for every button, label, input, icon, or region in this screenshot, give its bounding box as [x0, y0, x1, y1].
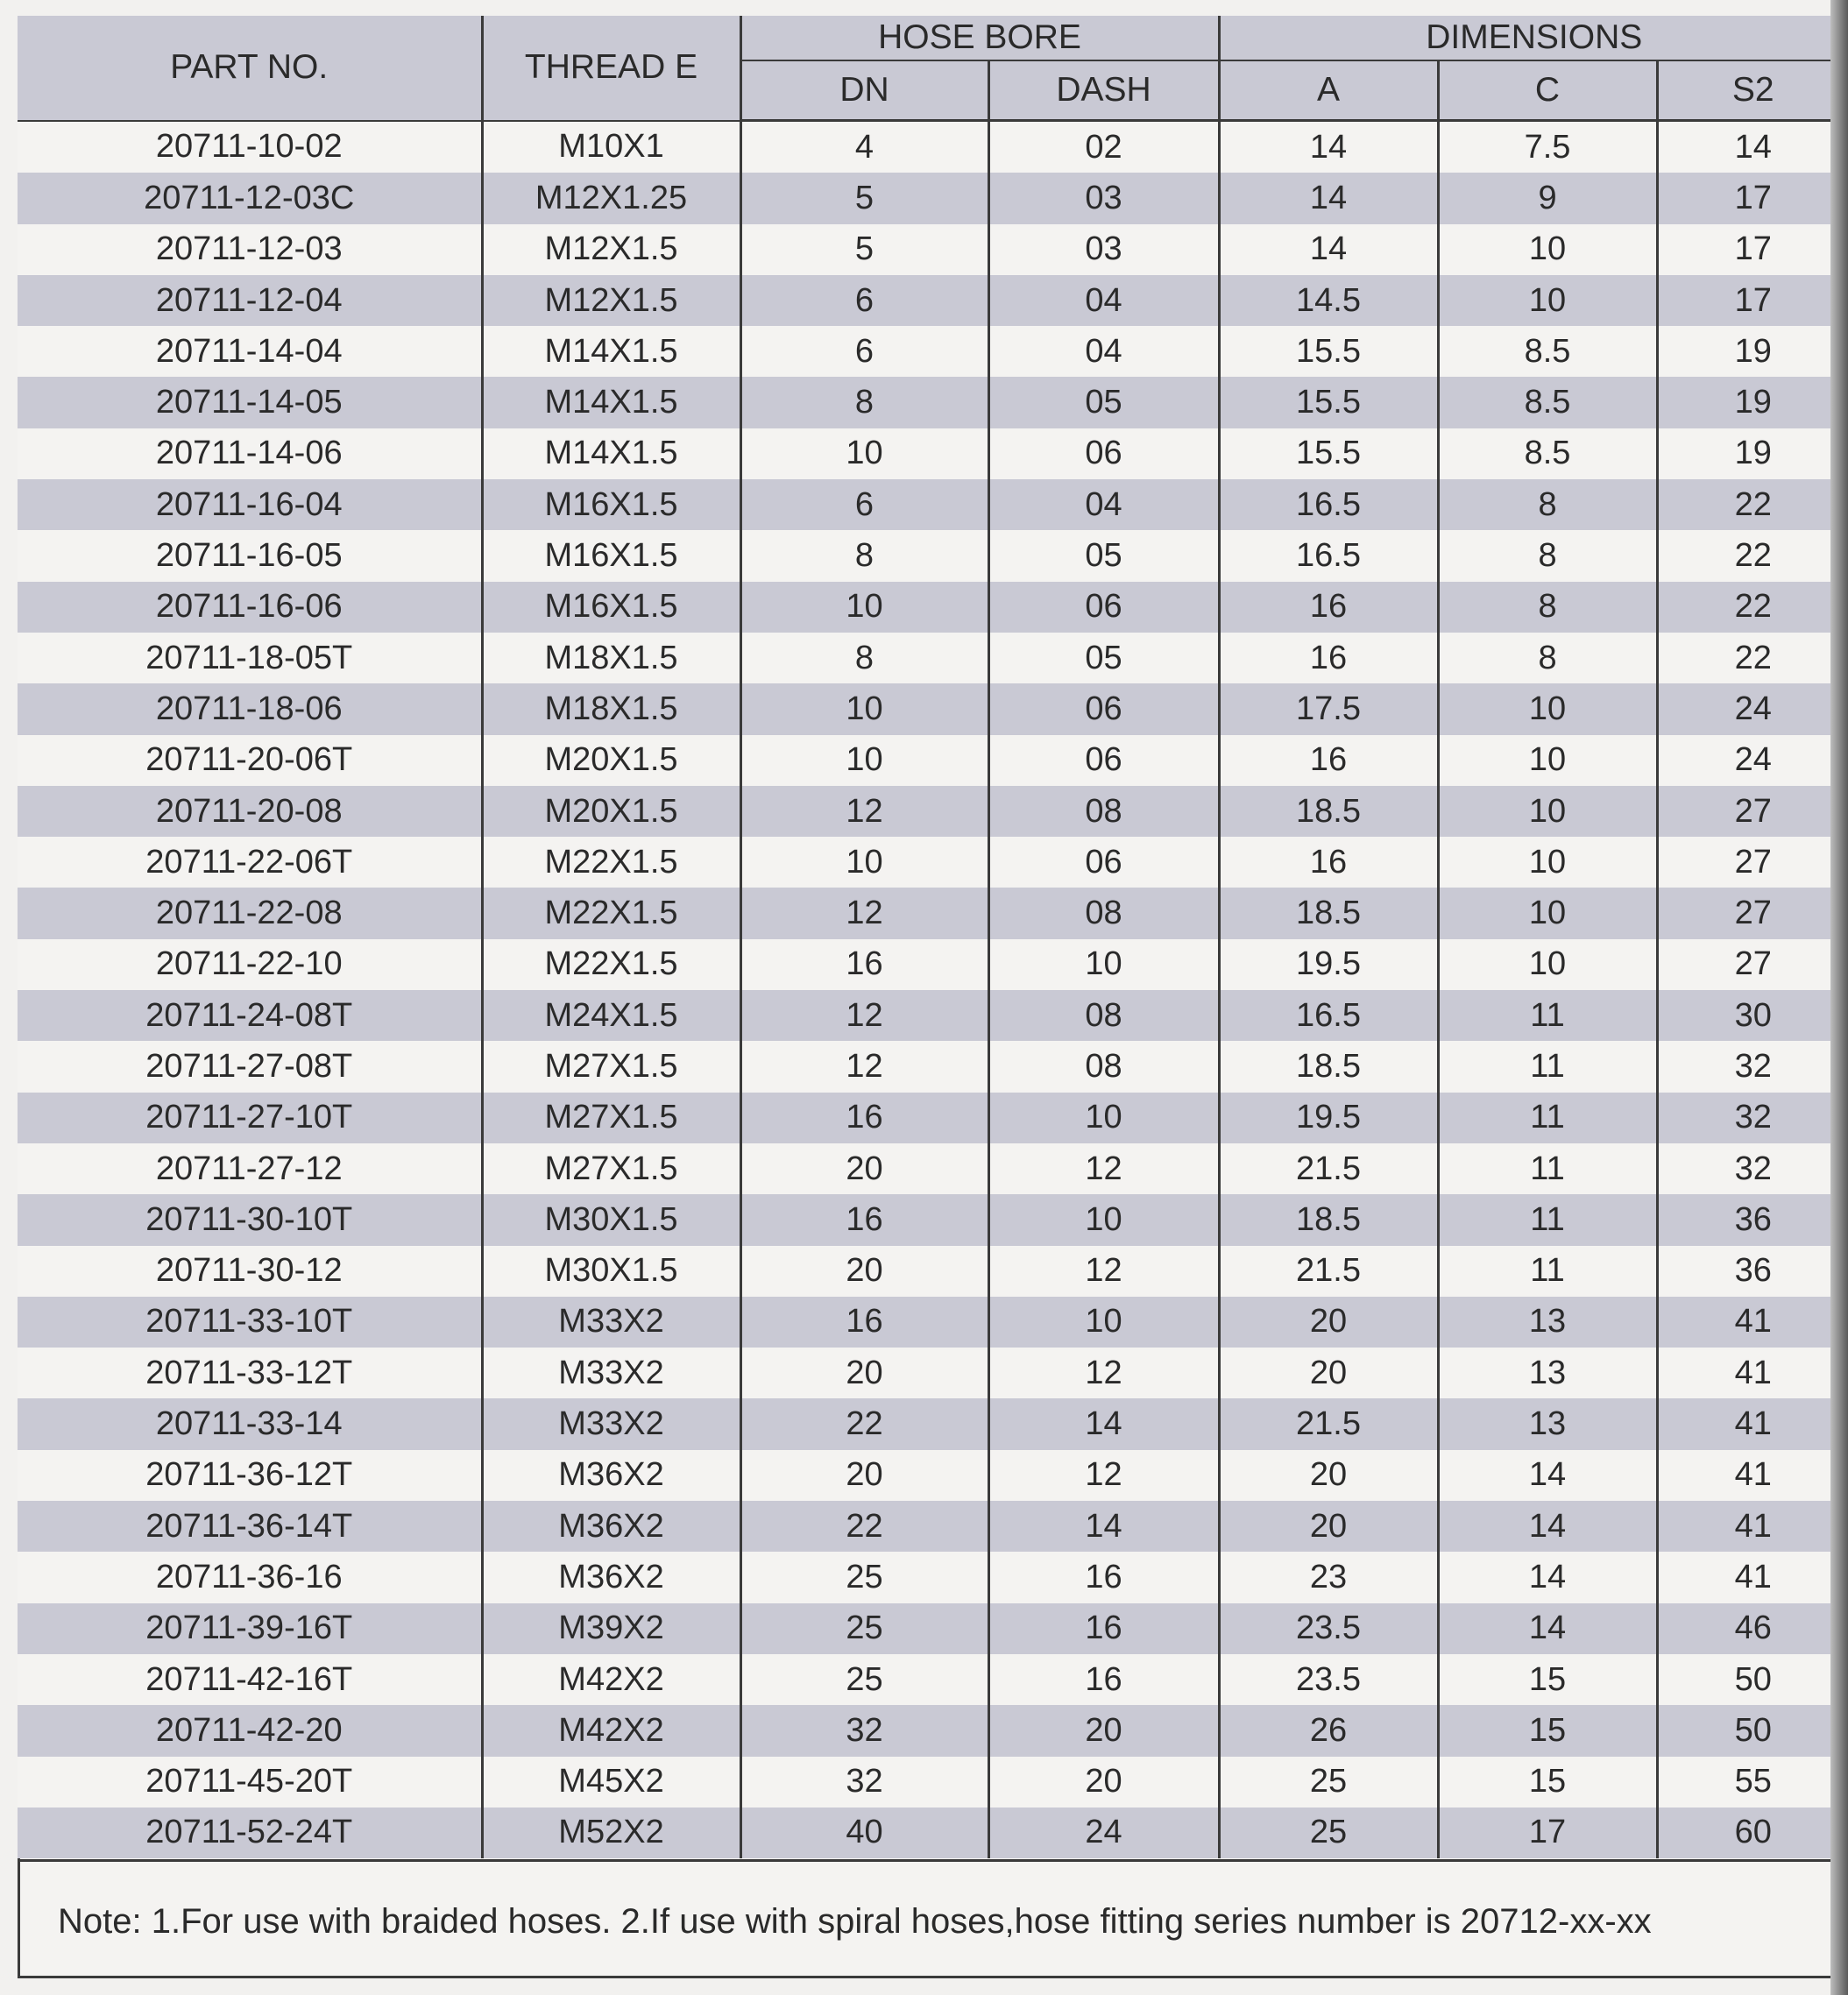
cell-c: 14 — [1438, 1603, 1657, 1654]
cell-c: 7.5 — [1438, 121, 1657, 173]
cell-dash: 12 — [988, 1348, 1219, 1398]
cell-dn: 12 — [740, 888, 988, 938]
cell-c: 10 — [1438, 837, 1657, 888]
cell-dash: 20 — [988, 1757, 1219, 1808]
table-row — [18, 1450, 1848, 1501]
cell-a: 18.5 — [1219, 786, 1438, 837]
cell-thread: M20X1.5 — [482, 786, 740, 837]
cell-part: 20711-16-05 — [18, 530, 482, 581]
cell-part: 20711-22-08 — [18, 888, 482, 938]
table-row — [18, 786, 1848, 837]
cell-dash: 08 — [988, 786, 1219, 837]
cell-c: 8 — [1438, 633, 1657, 683]
cell-dash: 14 — [988, 1501, 1219, 1552]
cell-dash: 05 — [988, 377, 1219, 428]
cell-dn: 10 — [740, 735, 988, 786]
cell-dash: 16 — [988, 1654, 1219, 1705]
cell-c: 11 — [1438, 1194, 1657, 1245]
cell-part: 20711-10-02 — [18, 121, 482, 173]
table-row — [18, 1705, 1848, 1756]
cell-thread: M42X2 — [482, 1654, 740, 1705]
table-row — [18, 326, 1848, 377]
cell-part: 20711-12-03C — [18, 173, 482, 223]
cell-thread: M33X2 — [482, 1398, 740, 1449]
table-row — [18, 582, 1848, 633]
cell-part: 20711-20-06T — [18, 735, 482, 786]
cell-dash: 12 — [988, 1450, 1219, 1501]
table-row — [18, 1808, 1848, 1858]
cell-dn: 10 — [740, 582, 988, 633]
cell-a: 18.5 — [1219, 1194, 1438, 1245]
cell-dn: 25 — [740, 1654, 988, 1705]
table-row — [18, 1041, 1848, 1092]
table-row — [18, 888, 1848, 938]
cell-thread: M14X1.5 — [482, 326, 740, 377]
cell-a: 14.5 — [1219, 275, 1438, 326]
cell-c: 13 — [1438, 1348, 1657, 1398]
cell-c: 11 — [1438, 1093, 1657, 1143]
cell-c: 10 — [1438, 939, 1657, 990]
cell-thread: M16X1.5 — [482, 530, 740, 581]
cell-c: 15 — [1438, 1654, 1657, 1705]
cell-part: 20711-39-16T — [18, 1603, 482, 1654]
cell-s2: 17 — [1657, 173, 1848, 223]
cell-a: 19.5 — [1219, 939, 1438, 990]
cell-c: 10 — [1438, 224, 1657, 275]
cell-dash: 04 — [988, 326, 1219, 377]
cell-s2: 27 — [1657, 786, 1848, 837]
cell-part: 20711-24-08T — [18, 990, 482, 1041]
table-row — [18, 1398, 1848, 1449]
cell-thread: M24X1.5 — [482, 990, 740, 1041]
header-dn: DN — [740, 60, 988, 121]
footnote — [18, 1859, 1848, 1978]
cell-c: 13 — [1438, 1398, 1657, 1449]
cell-a: 20 — [1219, 1450, 1438, 1501]
header-thread: THREAD E — [482, 16, 740, 121]
cell-c: 9 — [1438, 173, 1657, 223]
cell-dn: 10 — [740, 428, 988, 479]
cell-part: 20711-36-16 — [18, 1552, 482, 1602]
cell-thread: M22X1.5 — [482, 837, 740, 888]
cell-dash: 16 — [988, 1552, 1219, 1602]
cell-c: 11 — [1438, 1041, 1657, 1092]
table-row — [18, 1143, 1848, 1194]
cell-s2: 41 — [1657, 1297, 1848, 1348]
cell-a: 20 — [1219, 1501, 1438, 1552]
cell-c: 10 — [1438, 275, 1657, 326]
cell-dn: 12 — [740, 1041, 988, 1092]
cell-part: 20711-52-24T — [18, 1808, 482, 1858]
cell-s2: 41 — [1657, 1398, 1848, 1449]
table-row — [18, 1194, 1848, 1245]
cell-dn: 25 — [740, 1552, 988, 1602]
cell-thread: M22X1.5 — [482, 939, 740, 990]
cell-c: 10 — [1438, 683, 1657, 734]
cell-a: 16.5 — [1219, 530, 1438, 581]
cell-c: 10 — [1438, 786, 1657, 837]
cell-thread: M36X2 — [482, 1552, 740, 1602]
cell-dash: 10 — [988, 1194, 1219, 1245]
cell-thread: M14X1.5 — [482, 428, 740, 479]
cell-c: 13 — [1438, 1297, 1657, 1348]
cell-s2: 27 — [1657, 837, 1848, 888]
header-hose-bore: HOSE BORE — [740, 16, 1219, 60]
cell-part: 20711-36-12T — [18, 1450, 482, 1501]
cell-s2: 30 — [1657, 990, 1848, 1041]
cell-dash: 08 — [988, 990, 1219, 1041]
cell-s2: 24 — [1657, 735, 1848, 786]
cell-dash: 12 — [988, 1246, 1219, 1297]
table-row — [18, 530, 1848, 581]
cell-dn: 8 — [740, 377, 988, 428]
cell-s2: 22 — [1657, 582, 1848, 633]
cell-dn: 12 — [740, 990, 988, 1041]
cell-thread: M12X1.25 — [482, 173, 740, 223]
cell-part: 20711-16-04 — [18, 479, 482, 530]
cell-part: 20711-30-12 — [18, 1246, 482, 1297]
cell-c: 8.5 — [1438, 377, 1657, 428]
cell-part: 20711-30-10T — [18, 1194, 482, 1245]
cell-dash: 06 — [988, 428, 1219, 479]
table-row — [18, 121, 1848, 173]
cell-part: 20711-12-03 — [18, 224, 482, 275]
cell-dn: 8 — [740, 633, 988, 683]
cell-thread: M14X1.5 — [482, 377, 740, 428]
cell-a: 14 — [1219, 173, 1438, 223]
cell-thread: M10X1 — [482, 121, 740, 173]
cell-thread: M12X1.5 — [482, 275, 740, 326]
cell-c: 15 — [1438, 1757, 1657, 1808]
cell-dn: 6 — [740, 326, 988, 377]
table-row — [18, 173, 1848, 223]
cell-s2: 22 — [1657, 633, 1848, 683]
cell-part: 20711-18-05T — [18, 633, 482, 683]
cell-thread: M27X1.5 — [482, 1143, 740, 1194]
cell-dn: 10 — [740, 837, 988, 888]
cell-dash: 06 — [988, 837, 1219, 888]
cell-dn: 20 — [740, 1348, 988, 1398]
cell-part: 20711-27-10T — [18, 1093, 482, 1143]
hose-fitting-table — [18, 16, 1848, 1858]
cell-a: 16 — [1219, 735, 1438, 786]
cell-c: 8.5 — [1438, 326, 1657, 377]
cell-part: 20711-14-05 — [18, 377, 482, 428]
cell-thread: M22X1.5 — [482, 888, 740, 938]
header-part-no: PART NO. — [18, 16, 482, 121]
cell-thread: M36X2 — [482, 1450, 740, 1501]
cell-thread: M42X2 — [482, 1705, 740, 1756]
cell-s2: 41 — [1657, 1348, 1848, 1398]
table-row — [18, 428, 1848, 479]
cell-s2: 17 — [1657, 224, 1848, 275]
header-dash: DASH — [988, 60, 1219, 121]
cell-c: 8 — [1438, 479, 1657, 530]
cell-dash: 20 — [988, 1705, 1219, 1756]
cell-part: 20711-42-16T — [18, 1654, 482, 1705]
cell-dash: 10 — [988, 1093, 1219, 1143]
cell-thread: M39X2 — [482, 1603, 740, 1654]
cell-dash: 02 — [988, 121, 1219, 173]
cell-thread: M33X2 — [482, 1297, 740, 1348]
header-a: A — [1219, 60, 1438, 121]
cell-thread: M18X1.5 — [482, 683, 740, 734]
cell-a: 16.5 — [1219, 479, 1438, 530]
header-dimensions: DIMENSIONS — [1219, 16, 1848, 60]
cell-c: 8 — [1438, 582, 1657, 633]
cell-s2: 27 — [1657, 939, 1848, 990]
cell-a: 25 — [1219, 1757, 1438, 1808]
cell-part: 20711-22-06T — [18, 837, 482, 888]
cell-s2: 19 — [1657, 428, 1848, 479]
cell-s2: 32 — [1657, 1041, 1848, 1092]
cell-dn: 6 — [740, 275, 988, 326]
cell-s2: 17 — [1657, 275, 1848, 326]
cell-dash: 03 — [988, 173, 1219, 223]
cell-s2: 41 — [1657, 1501, 1848, 1552]
cell-dash: 06 — [988, 582, 1219, 633]
cell-a: 16 — [1219, 582, 1438, 633]
table-row — [18, 224, 1848, 275]
cell-a: 16 — [1219, 837, 1438, 888]
cell-dn: 4 — [740, 121, 988, 173]
cell-c: 17 — [1438, 1808, 1657, 1858]
cell-a: 23.5 — [1219, 1603, 1438, 1654]
cell-dn: 32 — [740, 1705, 988, 1756]
cell-thread: M12X1.5 — [482, 224, 740, 275]
cell-s2: 32 — [1657, 1093, 1848, 1143]
cell-dash: 12 — [988, 1143, 1219, 1194]
cell-dash: 06 — [988, 683, 1219, 734]
cell-dash: 05 — [988, 633, 1219, 683]
table-row — [18, 275, 1848, 326]
cell-dn: 22 — [740, 1501, 988, 1552]
cell-c: 8.5 — [1438, 428, 1657, 479]
cell-a: 15.5 — [1219, 428, 1438, 479]
cell-a: 18.5 — [1219, 1041, 1438, 1092]
cell-c: 11 — [1438, 1143, 1657, 1194]
cell-a: 20 — [1219, 1297, 1438, 1348]
cell-part: 20711-12-04 — [18, 275, 482, 326]
table-row — [18, 939, 1848, 990]
cell-s2: 19 — [1657, 326, 1848, 377]
table-row — [18, 377, 1848, 428]
cell-dash: 05 — [988, 530, 1219, 581]
table-row — [18, 1246, 1848, 1297]
cell-thread: M16X1.5 — [482, 582, 740, 633]
cell-a: 21.5 — [1219, 1246, 1438, 1297]
cell-part: 20711-33-10T — [18, 1297, 482, 1348]
cell-dash: 04 — [988, 275, 1219, 326]
cell-c: 8 — [1438, 530, 1657, 581]
cell-c: 10 — [1438, 735, 1657, 786]
footnote-text: Note: 1.For use with braided hoses. 2.If use with spiral hoses,hose fitting series number is 20712-xx-xx — [58, 1902, 1652, 1941]
cell-c: 14 — [1438, 1450, 1657, 1501]
header-c: C — [1438, 60, 1657, 121]
cell-dash: 10 — [988, 939, 1219, 990]
cell-a: 15.5 — [1219, 377, 1438, 428]
table-row — [18, 735, 1848, 786]
table-row — [18, 1552, 1848, 1602]
cell-s2: 46 — [1657, 1603, 1848, 1654]
table-body — [18, 121, 1848, 1859]
cell-part: 20711-27-08T — [18, 1041, 482, 1092]
cell-part: 20711-33-12T — [18, 1348, 482, 1398]
cell-dash: 10 — [988, 1297, 1219, 1348]
cell-c: 11 — [1438, 1246, 1657, 1297]
cell-dn: 5 — [740, 224, 988, 275]
cell-part: 20711-45-20T — [18, 1757, 482, 1808]
cell-a: 19.5 — [1219, 1093, 1438, 1143]
cell-part: 20711-18-06 — [18, 683, 482, 734]
cell-part: 20711-36-14T — [18, 1501, 482, 1552]
table-row — [18, 1603, 1848, 1654]
cell-thread: M36X2 — [482, 1501, 740, 1552]
page-edge-shadow — [1830, 0, 1848, 1995]
cell-dash: 08 — [988, 1041, 1219, 1092]
cell-dash: 14 — [988, 1398, 1219, 1449]
cell-dn: 20 — [740, 1143, 988, 1194]
cell-a: 26 — [1219, 1705, 1438, 1756]
cell-c: 14 — [1438, 1501, 1657, 1552]
cell-dash: 06 — [988, 735, 1219, 786]
table-row — [18, 1093, 1848, 1143]
cell-a: 25 — [1219, 1808, 1438, 1858]
cell-s2: 36 — [1657, 1246, 1848, 1297]
cell-dn: 16 — [740, 939, 988, 990]
cell-a: 18.5 — [1219, 888, 1438, 938]
cell-a: 23.5 — [1219, 1654, 1438, 1705]
cell-a: 20 — [1219, 1348, 1438, 1398]
cell-a: 17.5 — [1219, 683, 1438, 734]
table-row — [18, 1348, 1848, 1398]
table-row — [18, 633, 1848, 683]
cell-dn: 5 — [740, 173, 988, 223]
table-row — [18, 1654, 1848, 1705]
cell-part: 20711-42-20 — [18, 1705, 482, 1756]
cell-part: 20711-16-06 — [18, 582, 482, 633]
cell-thread: M45X2 — [482, 1757, 740, 1808]
table-row — [18, 1757, 1848, 1808]
table-row — [18, 683, 1848, 734]
cell-dn: 16 — [740, 1093, 988, 1143]
cell-dn: 8 — [740, 530, 988, 581]
cell-s2: 55 — [1657, 1757, 1848, 1808]
cell-dn: 16 — [740, 1194, 988, 1245]
cell-s2: 41 — [1657, 1552, 1848, 1602]
cell-a: 14 — [1219, 224, 1438, 275]
cell-thread: M52X2 — [482, 1808, 740, 1858]
cell-dn: 6 — [740, 479, 988, 530]
header-s2: S2 — [1657, 60, 1848, 121]
cell-dn: 10 — [740, 683, 988, 734]
cell-s2: 24 — [1657, 683, 1848, 734]
cell-thread: M16X1.5 — [482, 479, 740, 530]
cell-s2: 27 — [1657, 888, 1848, 938]
cell-part: 20711-14-06 — [18, 428, 482, 479]
cell-part: 20711-22-10 — [18, 939, 482, 990]
table-row — [18, 837, 1848, 888]
cell-c: 10 — [1438, 888, 1657, 938]
table-row — [18, 990, 1848, 1041]
cell-thread: M27X1.5 — [482, 1041, 740, 1092]
cell-s2: 60 — [1657, 1808, 1848, 1858]
cell-thread: M30X1.5 — [482, 1246, 740, 1297]
cell-dn: 12 — [740, 786, 988, 837]
cell-dn: 22 — [740, 1398, 988, 1449]
cell-dn: 32 — [740, 1757, 988, 1808]
cell-a: 16 — [1219, 633, 1438, 683]
table-row — [18, 1501, 1848, 1552]
cell-thread: M20X1.5 — [482, 735, 740, 786]
cell-part: 20711-33-14 — [18, 1398, 482, 1449]
cell-c: 15 — [1438, 1705, 1657, 1756]
cell-dn: 40 — [740, 1808, 988, 1858]
table-row — [18, 479, 1848, 530]
cell-s2: 22 — [1657, 530, 1848, 581]
cell-dash: 24 — [988, 1808, 1219, 1858]
cell-part: 20711-20-08 — [18, 786, 482, 837]
cell-s2: 50 — [1657, 1705, 1848, 1756]
cell-a: 21.5 — [1219, 1398, 1438, 1449]
cell-s2: 19 — [1657, 377, 1848, 428]
cell-thread: M18X1.5 — [482, 633, 740, 683]
cell-dn: 20 — [740, 1450, 988, 1501]
cell-a: 15.5 — [1219, 326, 1438, 377]
cell-dash: 04 — [988, 479, 1219, 530]
cell-c: 11 — [1438, 990, 1657, 1041]
cell-dash: 08 — [988, 888, 1219, 938]
cell-part: 20711-14-04 — [18, 326, 482, 377]
cell-s2: 41 — [1657, 1450, 1848, 1501]
cell-s2: 36 — [1657, 1194, 1848, 1245]
cell-c: 14 — [1438, 1552, 1657, 1602]
cell-part: 20711-27-12 — [18, 1143, 482, 1194]
cell-thread: M33X2 — [482, 1348, 740, 1398]
cell-s2: 22 — [1657, 479, 1848, 530]
cell-dash: 16 — [988, 1603, 1219, 1654]
cell-a: 23 — [1219, 1552, 1438, 1602]
cell-s2: 14 — [1657, 121, 1848, 173]
cell-dash: 03 — [988, 224, 1219, 275]
cell-a: 14 — [1219, 121, 1438, 173]
table-row — [18, 1297, 1848, 1348]
cell-s2: 50 — [1657, 1654, 1848, 1705]
cell-dn: 20 — [740, 1246, 988, 1297]
cell-dn: 16 — [740, 1297, 988, 1348]
cell-dn: 25 — [740, 1603, 988, 1654]
cell-thread: M30X1.5 — [482, 1194, 740, 1245]
cell-s2: 32 — [1657, 1143, 1848, 1194]
cell-thread: M27X1.5 — [482, 1093, 740, 1143]
cell-a: 16.5 — [1219, 990, 1438, 1041]
cell-a: 21.5 — [1219, 1143, 1438, 1194]
